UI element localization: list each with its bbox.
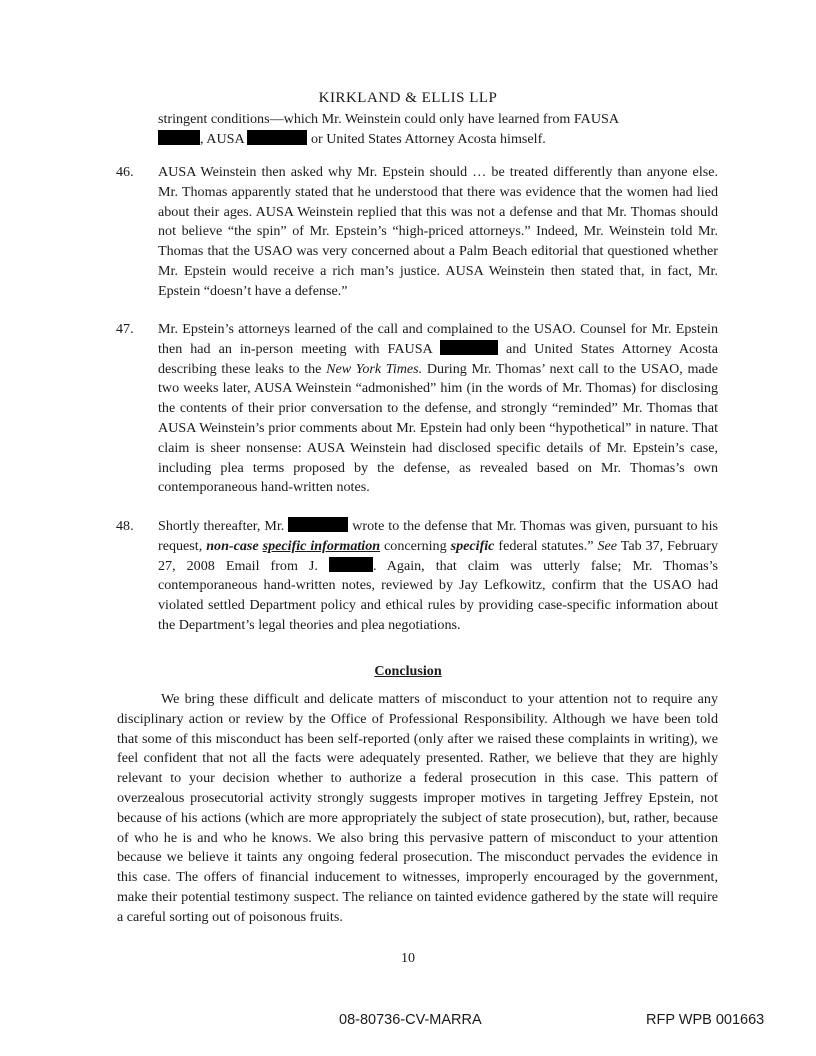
- conclusion-heading: Conclusion: [374, 663, 442, 679]
- conclusion-text: We bring these difficult and delicate matters of misconduct to your attention not to require any disciplinary action or review by the Office of Professional Responsibility. Although we have been told that some of this misconduct has been self-reported (only after we raised these complaints in writing), we feel confident that not all the facts were adequately presented. Rather, we believe that they are highly relevant to your decision whether to authorize a federal prosecution in this case. This pattern of overzealous prosecutorial activity strongly suggests improper motives in targeting Jeffrey Epstein, not because of his actions (which are more appropriately the subject of state prosecution), but, rather, because of who he is and who he knows. We also bring this pervasive pattern of misconduct to your attention because we believe it taints any ongoing federal prosecution. The misconduct pervades the evidence in this case. The offers of financial inducement to witnesses, improperly encouraged by the government, make their potential testimony suspect. The reliance on tainted evidence gathered by the state will require a careful sorting out of poisonous fruits.: [117, 691, 718, 925]
- redaction-box: [158, 130, 200, 145]
- p47-text-2: and United States Attorney Acosta describing these leaks to the: [158, 340, 718, 377]
- continuation-text-1: stringent conditions—which Mr. Weinstein could only have learned from FAUSA: [158, 111, 620, 127]
- paragraph-47: [158, 320, 718, 498]
- p48-text-3: concerning: [384, 537, 447, 554]
- redaction-box: [440, 340, 498, 355]
- paragraph-number-48: 48.: [116, 518, 134, 534]
- letterhead: KIRKLAND & ELLIS LLP: [318, 90, 498, 106]
- p47-text-3: During Mr. Thomas’ next call to the USAO, made two weeks later, AUSA Weinstein “admonished” him (in the words of Mr. Thomas) for disclosing the contents of their prior conversation to the defense, and strongly “reminded” Mr. Thomas that AUSA Weinstein’s prior comments about Mr. Epstein had only been “hypothetical” in nature. That claim is sheer nonsense: AUSA Weinstein had disclosed specific details of Mr. Epstein’s case, including plea terms proposed by the defense, as revealed based on Mr. Thomas’s own contemporaneous hand-written notes.: [158, 360, 718, 496]
- p48-text-2: wrote to the defense that Mr. Thomas was given, pursuant to his request,: [158, 518, 718, 554]
- continuation-paragraph: [158, 110, 718, 150]
- continuation-text-3: or United States Attorney Acosta himself.: [310, 130, 546, 147]
- p48-text-1: Shortly thereafter, Mr.: [158, 518, 285, 534]
- bates-number: RFP WPB 001663: [646, 1012, 765, 1028]
- paragraph-number-47: 47.: [116, 321, 134, 337]
- p48-text-5: Tab 37, February 27, 2008 Email from J.: [158, 537, 719, 574]
- p48-text-6: . Again, that claim was utterly false; Mr. Thomas’s contemporaneous hand-written notes, reviewed by Jay Lefkowitz, confirm that the USAO had violated settled Department policy and ethical rules by providing case-specific information about the Department’s legal theories and plea negotiations.: [158, 557, 718, 633]
- p48-emphasis-2: specific information: [262, 537, 381, 554]
- p47-italic-title: New York Times.: [326, 360, 423, 377]
- case-number: 08-80736-CV-MARRA: [339, 1012, 482, 1028]
- p48-see: See: [597, 537, 618, 554]
- p48-text-4: federal statutes.”: [498, 537, 594, 554]
- paragraph-48: [158, 517, 718, 636]
- paragraph-46: AUSA Weinstein then asked why Mr. Epstein should … be treated differently than anyone else. Mr. Thomas apparently stated that he understood that there was evidence that the women had lied about their ages. AUSA Weinstein replied that this was not a defense and that Mr. Thomas should not believe “the spin” of Mr. Epstein’s “high-priced attorneys.” Indeed, Mr. Weinstein told Mr. Thomas that the USAO was very concerned about a Palm Beach editorial that questioned whether Mr. Epstein would receive a rich man’s justice. AUSA Weinstein then stated that, in fact, Mr. Epstein “doesn’t have a defense.”: [158, 164, 718, 299]
- redaction-box: [329, 557, 373, 572]
- conclusion-paragraph: [117, 690, 718, 928]
- p48-emphasis-3: specific: [450, 537, 495, 554]
- p47-text-1: Mr. Epstein’s attorneys learned of the call and complained to the USAO. Counsel for Mr. Epstein then had an in-person meeting with FAUSA: [158, 321, 718, 357]
- paragraph-number-46: 46.: [116, 164, 134, 180]
- page-number: 10: [400, 950, 416, 966]
- continuation-text-2: , AUSA: [200, 130, 244, 147]
- redaction-box: [288, 517, 348, 532]
- redaction-box: [247, 130, 307, 145]
- p48-emphasis-1: non-case: [206, 537, 259, 554]
